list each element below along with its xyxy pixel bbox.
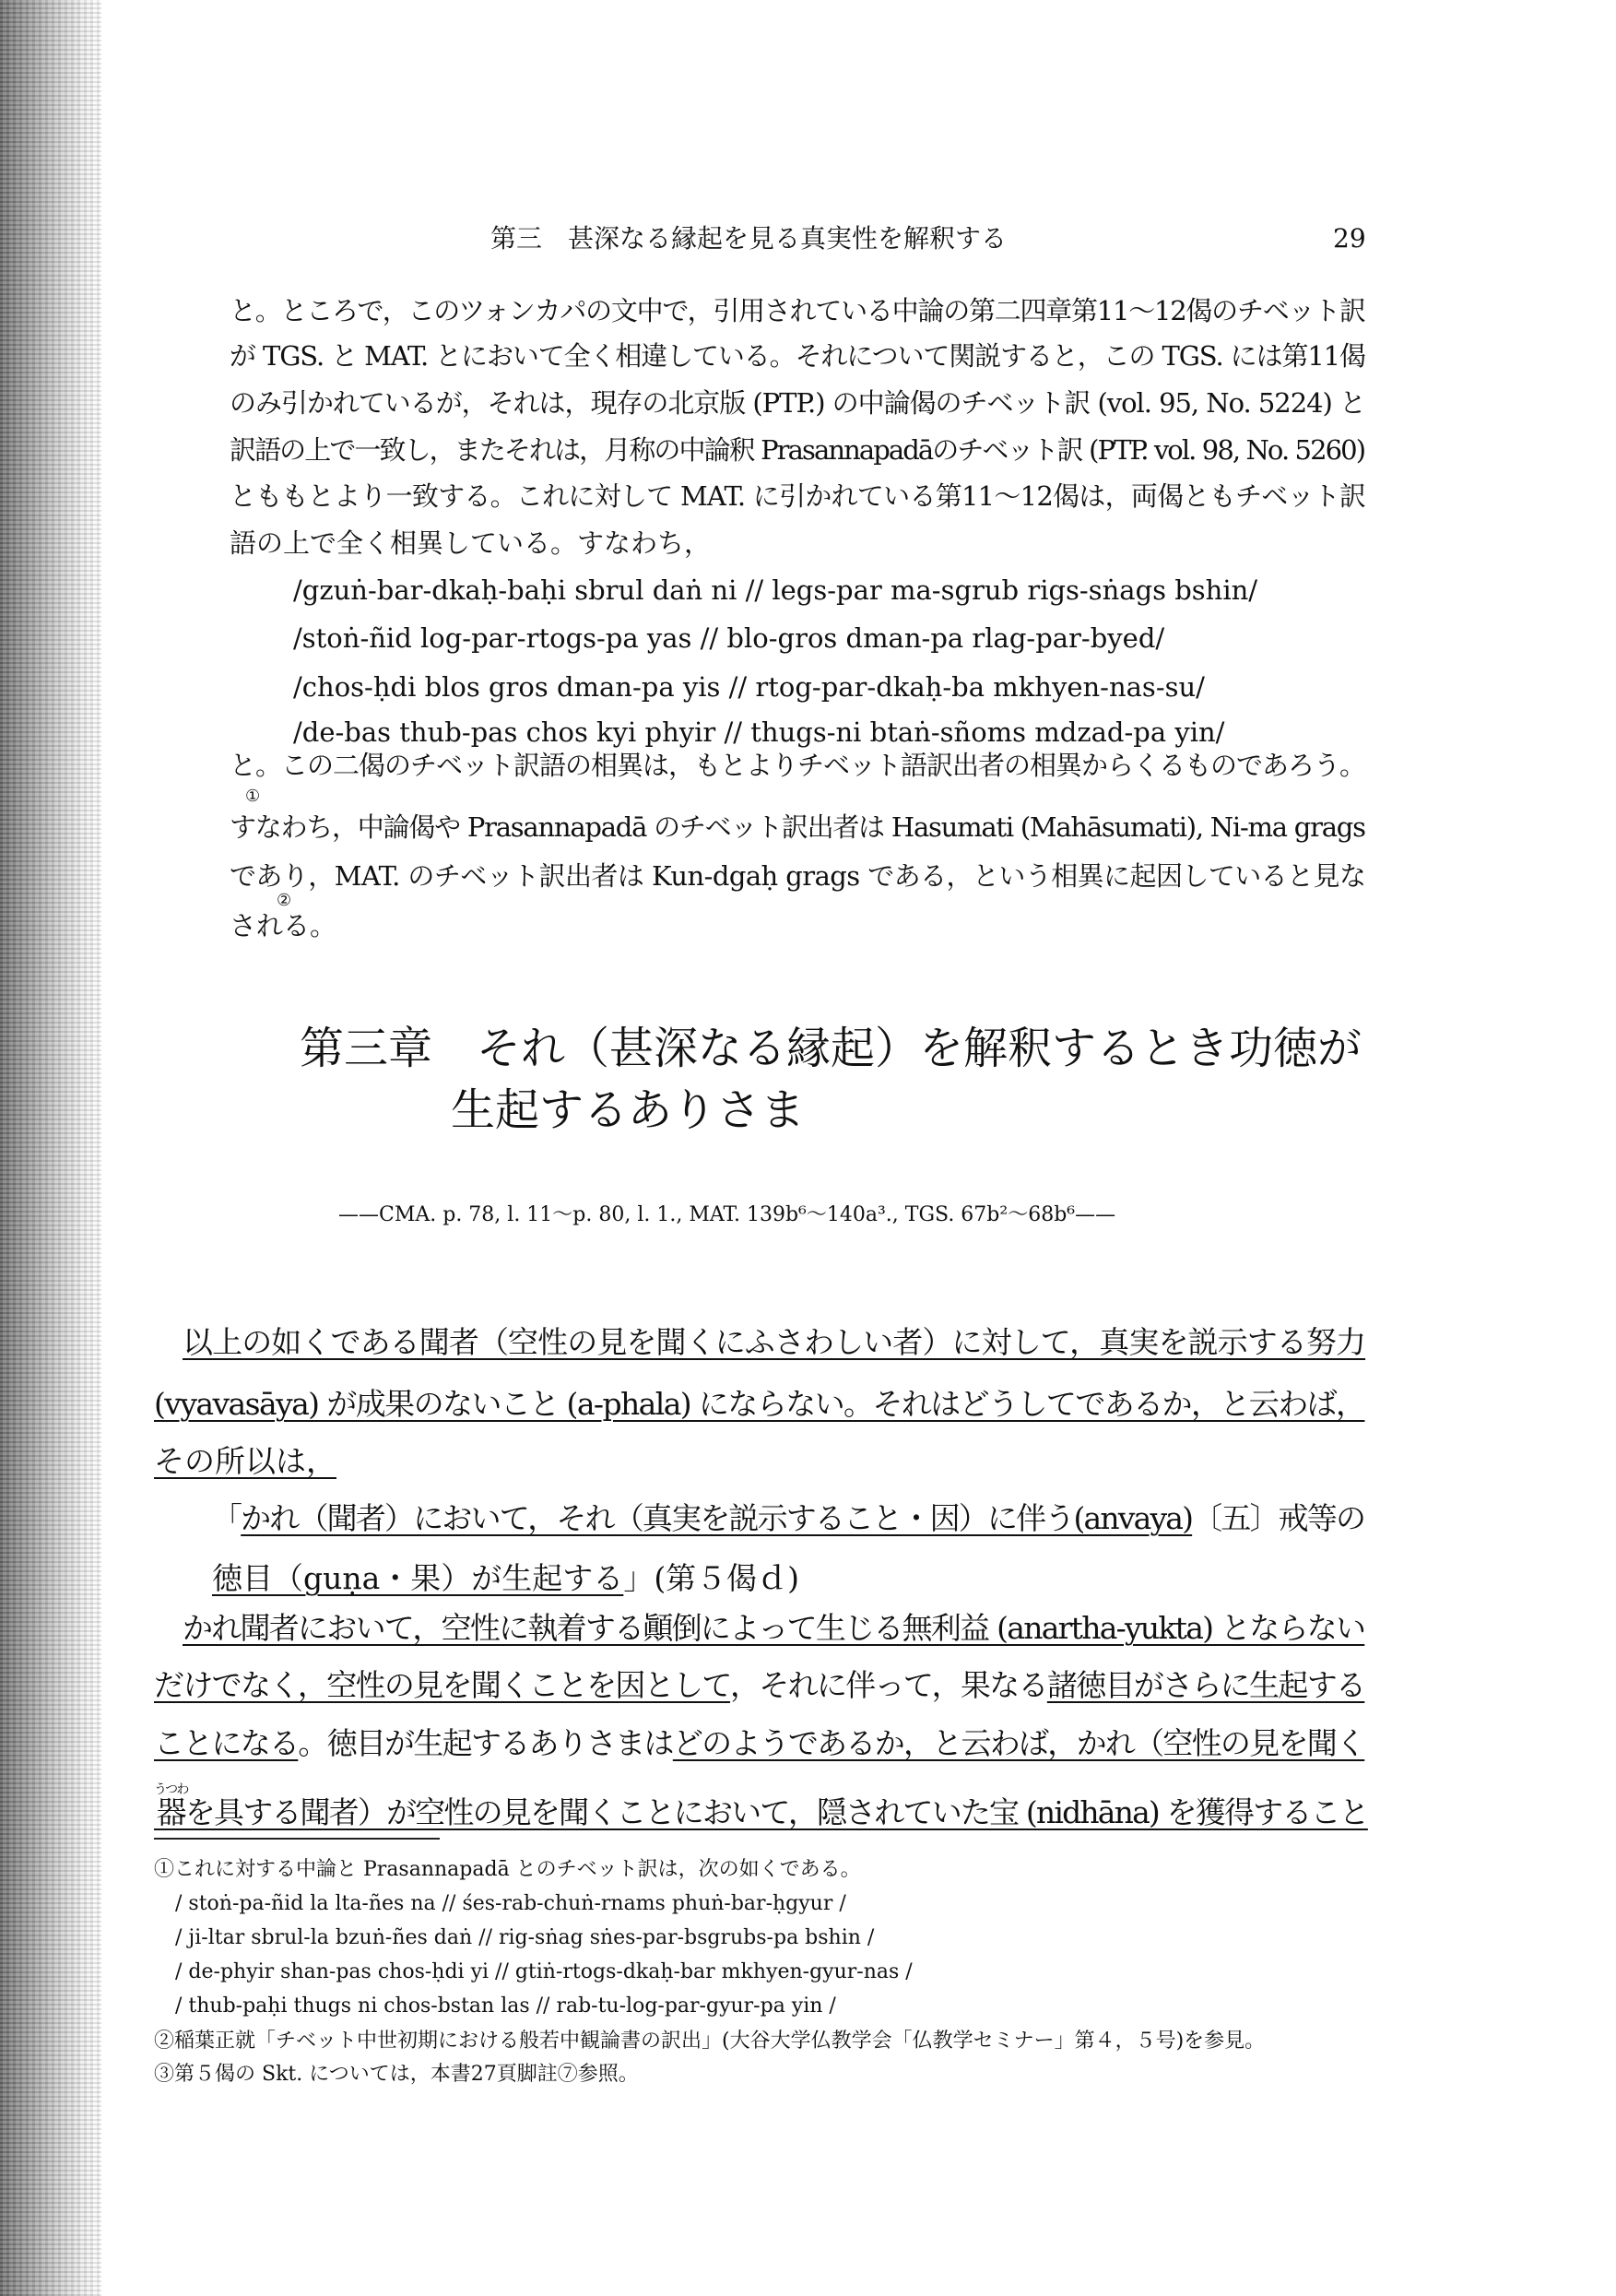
footnote-1-verse: / de-phyir shan-pas chos-ḥdi yi // gtiṅ-rtogs-dkaḥ-bar mkhyen-gyur-nas / — [175, 1960, 913, 1983]
underlined-text: 徳目（guṇa・果）が生起する — [212, 1560, 624, 1596]
ruby-base: 器 — [154, 1794, 188, 1830]
ruby-word — [154, 1782, 188, 1830]
body-line: とももとより一致する。これに対して MAT. に引かれている第11〜12偈は，両偈ともチベット訳 — [230, 480, 1366, 512]
main-body-line — [212, 1560, 799, 1597]
main-body-line — [154, 1443, 336, 1480]
footnote-2: ②稲葉正就「チベット中世初期における般若中観論書の訳出」(大谷大学仏教学会「仏教学セミナー」第４，５号)を参見。 — [154, 2030, 1266, 2053]
main-body-line — [154, 1667, 1364, 1704]
footnote-1-verse: / thub-paḥi thugs ni chos-bstan las // rab-tu-log-par-gyur-pa yin / — [175, 1994, 836, 2018]
text-segment: 。徳目が生起するありさまは — [298, 1725, 673, 1761]
main-body-line — [183, 1324, 1365, 1361]
main-body-line — [154, 1782, 1368, 1831]
underlined-text: その所以は， — [154, 1443, 336, 1479]
running-header-title: 第三 甚深なる縁起を見る真実性を解釈する — [490, 223, 1008, 254]
footnote-3: ③第５偈の Skt. については，本書27頁脚註⑦参照。 — [154, 2063, 639, 2086]
tibetan-verse-line: /chos-ḥdi blos gros dman-pa yis // rtog-par-dkaḥ-ba mkhyen-nas-su/ — [293, 671, 1205, 703]
chapter-source-citation: ——CMA. p. 78, l. 11〜p. 80, l. 1., MAT. 139b⁶〜140a³., TGS. 67b²〜68b⁶—— — [338, 1203, 1116, 1226]
underlined-text: かれ（聞者）において，それ（真実を説示すること・因）に伴う(anvaya) — [241, 1500, 1193, 1536]
text-segment: ，それに伴って，果なる — [730, 1667, 1047, 1703]
body-line: のみ引かれているが，それは，現存の北京版 (PTP.) の中論偈のチベット訳 (vol. 95, No. 5224) と — [230, 387, 1365, 419]
tibetan-verse-line: /stoṅ-ñid log-par-rtogs-pa yas // blo-gros dman-pa rlag-par-byed/ — [293, 622, 1165, 654]
underlined-text: だけでなく，空性の見を聞くことを因として — [154, 1667, 731, 1703]
scan-edge-shadow — [0, 0, 101, 2296]
chapter-title-line-1: 第三章 それ（甚深なる縁起）を解釈するとき功徳が — [300, 1023, 1362, 1074]
main-body-line — [212, 1500, 1364, 1537]
tibetan-verse-line: /de-bas thub-pas chos kyi phyir // thugs-ni btaṅ-sñoms mdzad-pa yin/ — [293, 716, 1225, 748]
footnote-1: ①これに対する中論と Prasannapadā とのチベット訳は，次の如くである。 — [154, 1858, 861, 1881]
body-line: と。この二偈のチベット訳語の相異は，もとよりチベット語訳出者の相異からくるものであろう。 — [230, 750, 1366, 781]
main-body-line — [154, 1725, 1364, 1762]
underlined-text: を具する聞者）が空性の見を聞くことにおいて，隠されていた宝 (nidhāna) を獲得すること — [184, 1794, 1368, 1830]
footnote-1-verse: / ji-ltar sbrul-la bzuṅ-ñes daṅ // rig-sṅag sṅes-par-bsgrubs-pa bshin / — [175, 1926, 875, 1949]
ruby-reading: うつわ — [154, 1782, 188, 1797]
underlined-text: かれ聞者において，空性に執着する顚倒によって生じる無利益 (anartha-yukta) とならない — [183, 1610, 1365, 1646]
body-line: すなわち，中論偈や Prasannapadā のチベット訳出者は Hasumati (Mahāsumati), Ni-ma grags — [230, 811, 1365, 843]
text-segment: 」(第５偈ｄ) — [623, 1560, 800, 1596]
underlined-text: 諸徳目がさらに生起する — [1046, 1667, 1365, 1703]
footnote-divider — [154, 1838, 440, 1840]
page-number: 29 — [1333, 223, 1366, 254]
body-line: であり，MAT. のチベット訳出者は Kun-dgaḥ grags である，という相異に起因していると見な — [230, 860, 1366, 892]
footnote-mark-1: ① — [245, 787, 261, 806]
underlined-text: (vyavasāya) が成果のないこと (a-phala) にならない。それはどうしてであるか，と云わば， — [154, 1386, 1365, 1422]
body-line: と。ところで，このツォンカパの文中で，引用されている中論の第二四章第11〜12偈のチベット訳 — [230, 295, 1365, 326]
underlined-text: ことになる — [154, 1725, 299, 1761]
main-body-line — [183, 1610, 1364, 1647]
text-segment: 「 — [212, 1500, 242, 1536]
underlined-text: どのようであるか，と云わば，かれ（空性の見を聞く — [672, 1725, 1365, 1761]
chapter-title-line-2: 生起するありさま — [451, 1084, 806, 1136]
tibetan-verse-line: /gzuṅ-bar-dkaḥ-baḥi sbrul daṅ ni // legs-par ma-sgrub rigs-sṅags bshin/ — [293, 574, 1258, 606]
underlined-text: 以上の如くである聞者（空性の見を聞くにふさわしい者）に対して，真実を説示する努力 — [183, 1324, 1366, 1360]
main-body-line — [154, 1386, 1364, 1423]
text-segment: 〔五〕戒等の — [1192, 1500, 1365, 1536]
body-line: 訳語の上で一致し，またそれは，月称の中論釈 Prasannapadāのチベット訳 (PTP. vol. 98, No. 5260) — [230, 434, 1365, 466]
body-line: 語の上で全く相異している。すなわち， — [230, 527, 712, 559]
footnote-mark-2: ② — [277, 891, 292, 910]
footnote-1-verse: / stoṅ-pa-ñid la lta-ñes na // śes-rab-chuṅ-rnams phuṅ-bar-ḥgyur / — [175, 1892, 846, 1915]
body-line: される。 — [230, 910, 337, 941]
body-line: が TGS. と MAT. とにおいて全く相違している。それについて関説すると，この TGS. には第11偈 — [230, 340, 1365, 372]
